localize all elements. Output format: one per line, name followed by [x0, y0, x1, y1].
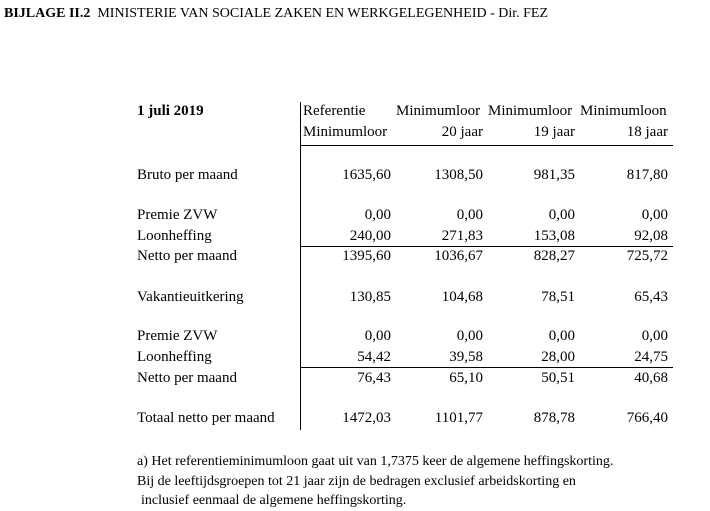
- ministry-name: MINISTERIE VAN SOCIALE ZAKEN EN WERKGELEGENHEID - Dir. FEZ: [97, 6, 549, 21]
- loonheffing2-col1: 54,42: [357, 349, 391, 365]
- column-divider: [300, 102, 301, 430]
- col-header-2-line1: Minimumloor: [396, 103, 481, 119]
- vakantie-col2: 104,68: [441, 289, 483, 305]
- vakantie-col1: 130,85: [349, 289, 391, 305]
- row-label-loonheffing: Loonheffing: [137, 349, 212, 365]
- col-header-3-line1: Minimumloor: [488, 103, 573, 119]
- loonheffing2-col4: 24,75: [634, 349, 668, 365]
- col-header-2-line2: 20 jaar: [441, 124, 483, 140]
- totaal-col2: 1101,77: [434, 410, 483, 426]
- row-label-premie-zvw: Premie ZVW: [137, 328, 218, 344]
- premie1-col3: 0,00: [548, 207, 575, 223]
- netto1-col4: 725,72: [626, 248, 668, 264]
- subtotal-rule: [300, 246, 673, 247]
- header-rule: [300, 145, 673, 146]
- subtotal-rule: [300, 367, 673, 368]
- bruto-col2: 1308,50: [434, 167, 483, 183]
- premie2-col4: 0,00: [641, 328, 668, 344]
- loonheffing1-col1: 240,00: [349, 228, 391, 244]
- row-label-vakantieuitkering: Vakantieuitkering: [137, 289, 244, 305]
- premie2-col2: 0,00: [456, 328, 483, 344]
- netto1-col2: 1036,67: [434, 248, 483, 264]
- col-header-4-line2: 18 jaar: [626, 124, 668, 140]
- totaal-col4: 766,40: [626, 410, 668, 426]
- col-header-4-line1: Minimumloon: [580, 103, 667, 119]
- footnote-line-1: a) Het referentieminimumloon gaat uit van 1,7375 keer de algemene heffingskorting.: [137, 454, 614, 469]
- bruto-col4: 817,80: [626, 167, 668, 183]
- row-label-premie-zvw: Premie ZVW: [137, 207, 218, 223]
- totaal-col1: 1472,03: [342, 410, 391, 426]
- netto2-col1: 76,43: [357, 370, 391, 386]
- premie2-col3: 0,00: [548, 328, 575, 344]
- totaal-col3: 878,78: [533, 410, 575, 426]
- netto2-col3: 50,51: [541, 370, 575, 386]
- col-header-3-line2: 19 jaar: [533, 124, 575, 140]
- col-header-1-line2: Minimumloor: [303, 124, 388, 140]
- footnote-line-3: inclusief eenmaal de algemene heffingskorting.: [141, 493, 407, 508]
- row-label-loonheffing: Loonheffing: [137, 228, 212, 244]
- vakantie-col4: 65,43: [634, 289, 668, 305]
- netto2-col4: 40,68: [634, 370, 668, 386]
- premie1-col2: 0,00: [456, 207, 483, 223]
- vakantie-col3: 78,51: [541, 289, 575, 305]
- netto2-col2: 65,10: [449, 370, 483, 386]
- loonheffing1-col2: 271,83: [441, 228, 483, 244]
- loonheffing2-col3: 28,00: [541, 349, 575, 365]
- bruto-col1: 1635,60: [342, 167, 391, 183]
- bruto-col3: 981,35: [533, 167, 575, 183]
- footnote-line-2: Bij de leeftijdsgroepen tot 21 jaar zijn de bedragen exclusief arbeidskorting en: [137, 474, 576, 489]
- row-label-netto: Netto per maand: [137, 248, 237, 264]
- document-header: [4, 6, 548, 22]
- premie1-col1: 0,00: [364, 207, 391, 223]
- premie2-col1: 0,00: [364, 328, 391, 344]
- row-label-totaal: Totaal netto per maand: [137, 410, 275, 426]
- premie1-col4: 0,00: [641, 207, 668, 223]
- row-label-netto: Netto per maand: [137, 370, 237, 386]
- col-header-1-line1: Referentie: [303, 103, 366, 119]
- annex-label: BIJLAGE II.2: [4, 6, 91, 21]
- loonheffing1-col4: 92,08: [634, 228, 668, 244]
- loonheffing2-col2: 39,58: [449, 349, 483, 365]
- table-date: 1 juli 2019: [137, 103, 204, 119]
- loonheffing1-col3: 153,08: [533, 228, 575, 244]
- netto1-col1: 1395,60: [342, 248, 391, 264]
- netto1-col3: 828,27: [533, 248, 575, 264]
- row-label-bruto: Bruto per maand: [137, 167, 238, 183]
